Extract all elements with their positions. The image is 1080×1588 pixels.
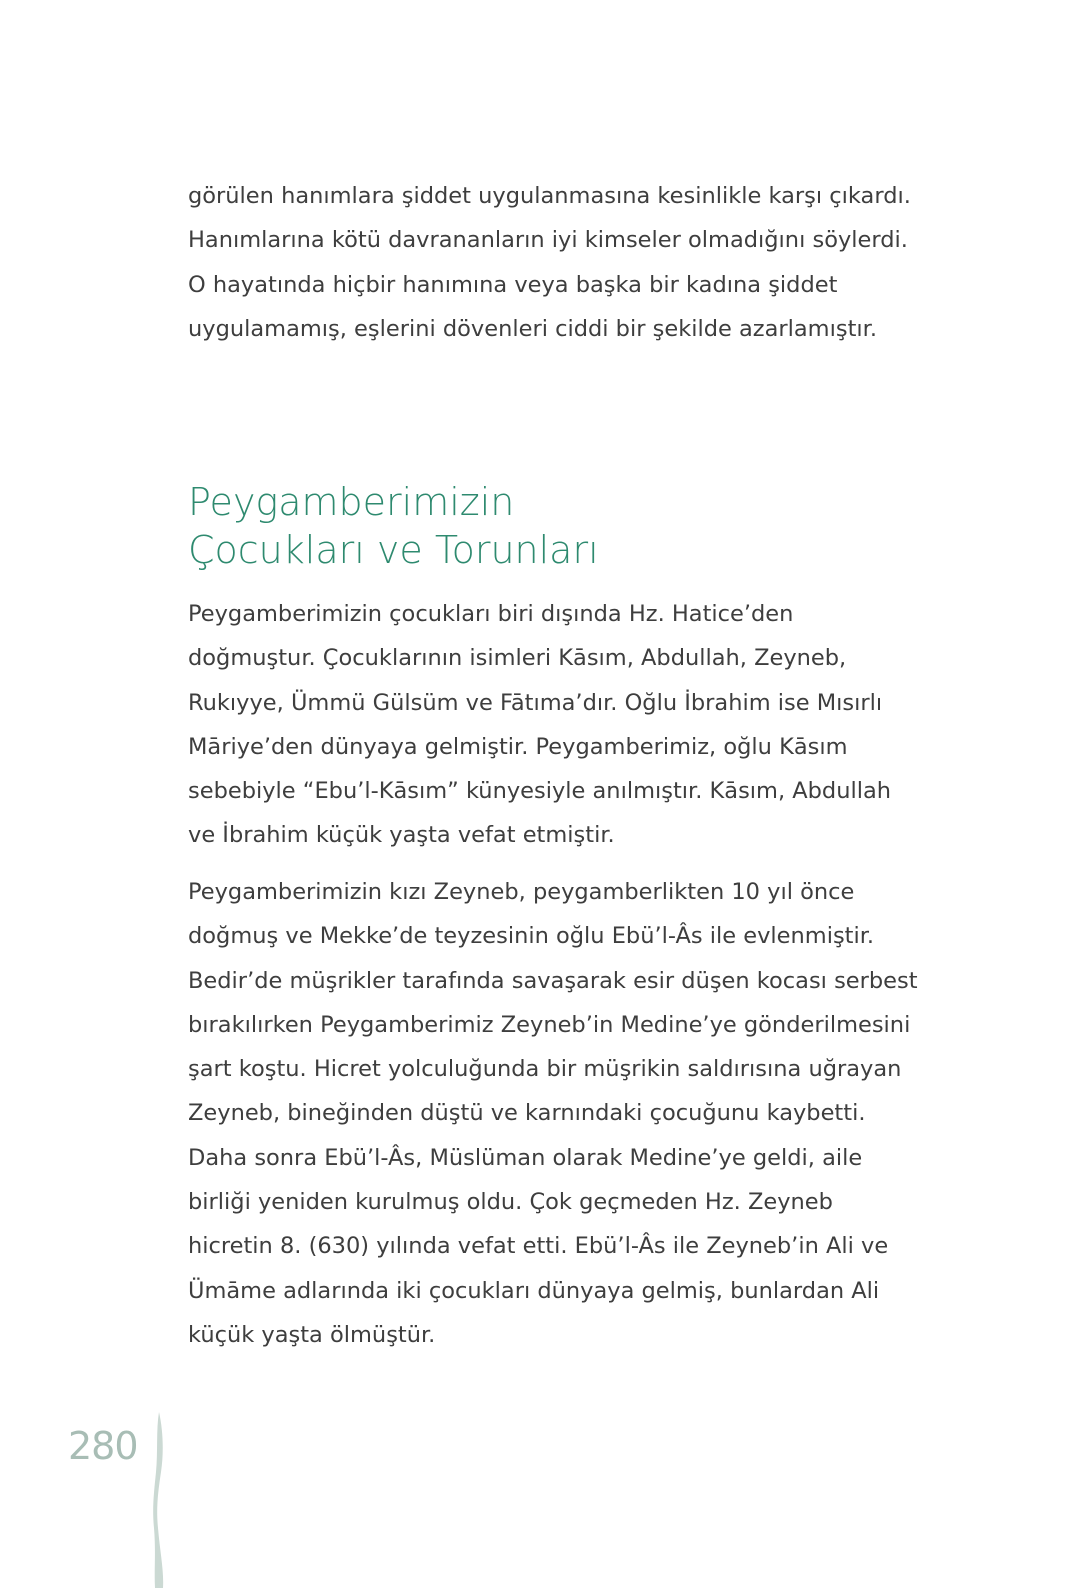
text-line: görülen hanımlara şiddet uygulanmasına kesinlikle karşı çıkardı. (188, 183, 911, 209)
heading-line: Peygamberimizin (188, 480, 515, 524)
body-paragraph-1 (188, 592, 892, 858)
text-line: Daha sonra Ebü’l-Âs, Müslüman olarak Medine’ye geldi, aile (188, 1144, 863, 1171)
text-line: Māriye’den dünyaya gelmiştir. Peygamberimiz, oğlu Kāsım (188, 733, 848, 760)
text-line: uygulamamış, eşlerini dövenleri ciddi bir şekilde azarlamıştır. (188, 315, 877, 342)
text-line: hicretin 8. (630) yılında vefat etti. Ebü’l-Âs ile Zeyneb’in Ali ve (188, 1233, 889, 1260)
text-line: birliği yeniden kurulmuş oldu. Çok geçmeden Hz. Zeyneb (188, 1189, 833, 1216)
text-line: Hanımlarına kötü davrananların iyi kimseler olmadığını söylerdi. (188, 227, 908, 254)
text-line: şart koştu. Hicret yolculuğunda bir müşrikin saldırısına uğrayan (188, 1056, 902, 1083)
section-heading (188, 478, 599, 574)
text-line: O hayatında hiçbir hanımına veya başka bir kadına şiddet (188, 271, 838, 298)
text-line: sebebiyle “Ebu’l-Kāsım” künyesiyle anılmıştır. Kāsım, Abdullah (188, 778, 892, 805)
text-line: doğmuştur. Çocuklarının isimleri Kāsım, Abdullah, Zeyneb, (188, 645, 847, 672)
page-number: 280 (68, 1424, 138, 1468)
decorative-ornament-icon (142, 1412, 176, 1588)
heading-line: Çocukları ve Torunları (188, 528, 599, 572)
intro-paragraph (188, 174, 911, 351)
ornament-shape (153, 1412, 163, 1588)
text-line: doğmuş ve Mekke’de teyzesinin oğlu Ebü’l-Âs ile evlenmiştir. (188, 923, 875, 950)
text-line: bırakılırken Peygamberimiz Zeyneb’in Medine’ye gönderilmesini (188, 1011, 911, 1038)
text-line: Peygamberimizin çocukları biri dışında Hz. Hatice’den (188, 601, 794, 627)
text-line: ve İbrahim küçük yaşta vefat etmiştir. (188, 822, 615, 849)
text-line: küçük yaşta ölmüştür. (188, 1321, 436, 1348)
body-paragraph-2 (188, 870, 918, 1357)
text-line: Bedir’de müşrikler tarafında savaşarak esir düşen kocası serbest (188, 967, 918, 994)
text-line: Zeyneb, bineğinden düştü ve karnındaki çocuğunu kaybetti. (188, 1100, 866, 1127)
text-line: Peygamberimizin kızı Zeyneb, peygamberlikten 10 yıl önce (188, 879, 855, 905)
text-line: Ümāme adlarında iki çocukları dünyaya gelmiş, bunlardan Ali (188, 1277, 880, 1304)
text-line: Rukıyye, Ümmü Gülsüm ve Fātıma’dır. Oğlu İbrahim ise Mısırlı (188, 689, 883, 716)
